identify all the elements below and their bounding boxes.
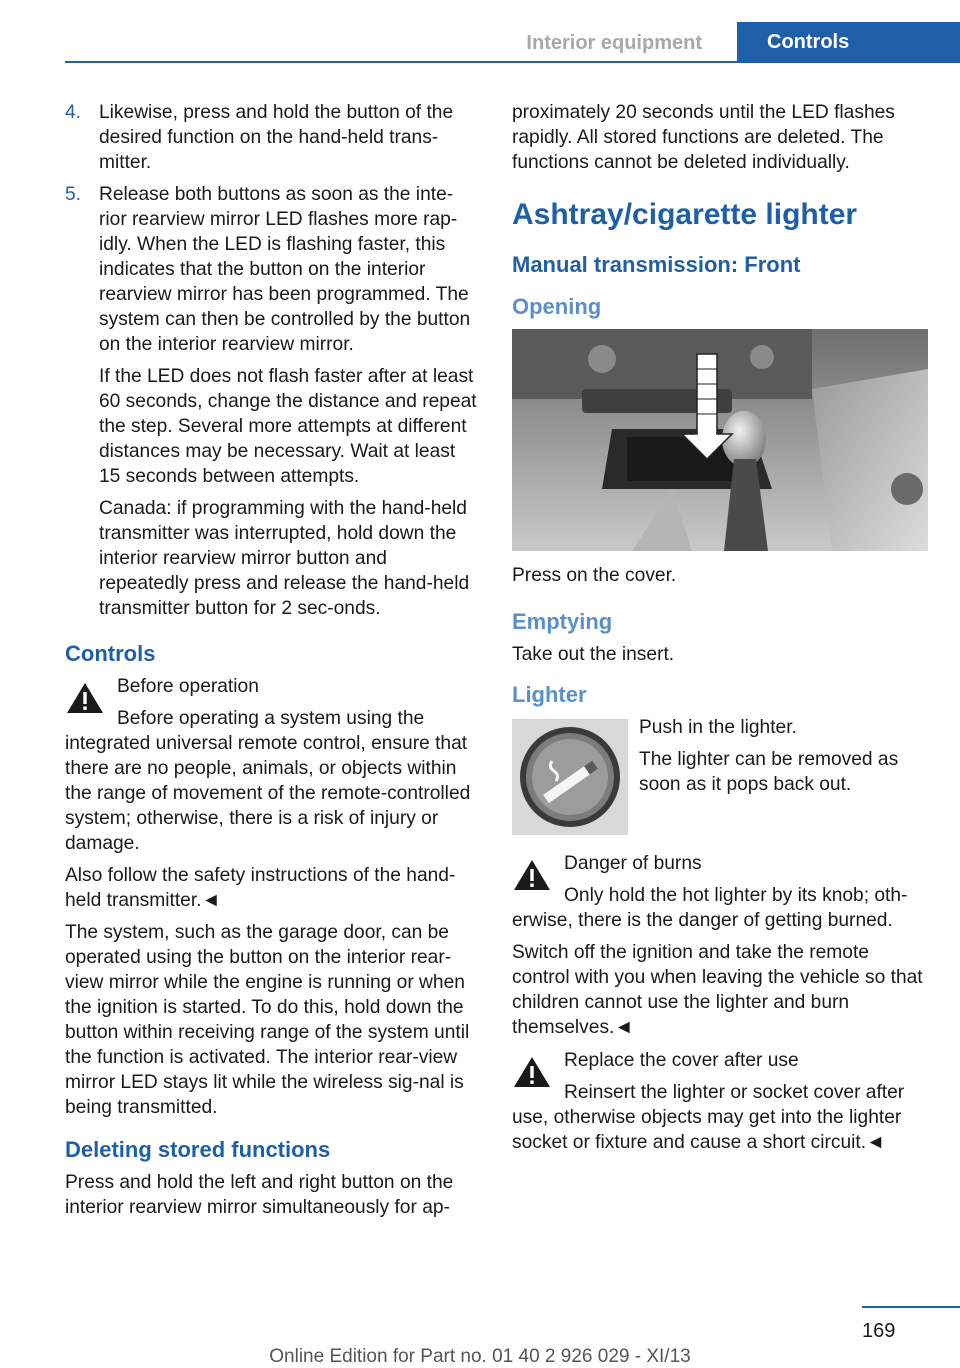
step-4 <box>65 100 480 175</box>
opening-caption: Press on the cover. <box>512 565 677 586</box>
continued-text: proximately 20 seconds until the LED flashes rapidly. All stored functions are deleted. The functions cannot be deleted individually. <box>512 102 895 173</box>
opening-heading: Opening <box>512 294 602 319</box>
step-text: Likewise, press and hold the button of the desired function on the hand-held trans-mitter. <box>99 102 454 173</box>
cigarette-lighter-icon <box>512 719 628 835</box>
page-footer <box>0 1306 960 1367</box>
emptying-heading: Emptying <box>512 609 613 634</box>
edition-line: Online Edition for Part no. 01 40 2 926 029 - XI/13 <box>269 1346 691 1367</box>
step-number: 4. <box>65 102 82 123</box>
warning-before-operation <box>65 674 480 856</box>
header-rule <box>65 61 960 63</box>
manual-transmission-heading: Manual transmission: Front <box>512 252 801 277</box>
warning-title: Before operation <box>117 676 259 697</box>
warning-text: Only hold the hot lighter by its knob; oth-erwise, there is the danger of getting burned. <box>512 885 908 931</box>
ashtray-photo <box>512 329 928 551</box>
emptying-text: Take out the insert. <box>512 644 675 665</box>
lighter-text-2: The lighter can be removed as soon as it pops back out. <box>639 749 899 795</box>
warning-title: Danger of burns <box>564 853 702 874</box>
warning-text: Reinsert the lighter or socket cover after use, otherwise objects may get into the lighter socket or fixture and cause a short circuit.◄ <box>512 1082 905 1153</box>
lighter-text-1: Push in the lighter. <box>639 717 797 738</box>
step-note: If the LED does not flash faster after at least 60 seconds, change the distance and repeat the step. Several more attempts at different distances may be necessary. Wait at least 15 seconds between attempts. <box>99 366 477 487</box>
left-column <box>65 100 480 1227</box>
page-header <box>0 0 960 62</box>
deleting-heading: Deleting stored functions <box>65 1137 331 1162</box>
switch-off-text: Switch off the ignition and take the remote control with you when leaving the vehicle so that children cannot use the lighter and burn themselves.◄ <box>512 942 923 1038</box>
step-text: Release both buttons as soon as the inte-rior rearview mirror LED flashes more rap-idly. When the LED is flashing faster, this indicates that the button on the interior rearview mirror has been programmed. The system can then be controlled by the button on the interior rearview mirror. <box>99 184 471 355</box>
system-description: The system, such as the garage door, can be operated using the button on the interior rear-view mirror while the engine is running or when the ignition is started. To do this, hold down the button within receiving range of the system until the function is activated. The interior rear-view mirror LED stays lit while the wireless sig-nal is being transmitted. <box>65 922 470 1118</box>
section-tab-controls: Controls <box>737 22 960 62</box>
warning-triangle-icon <box>512 1054 552 1090</box>
warning-danger-of-burns <box>512 851 928 933</box>
warning-triangle-icon <box>65 680 105 716</box>
step-note: Canada: if programming with the hand-held transmitter was interrupted, hold down the interior rearview mirror button and repeatedly press and release the hand-held transmitter button for 2 sec-onds. <box>99 498 470 619</box>
footer-rule <box>862 1306 960 1308</box>
warning-followup: Also follow the safety instructions of the hand-held transmitter.◄ <box>65 865 456 911</box>
step-number: 5. <box>65 184 82 205</box>
deleting-text: Press and hold the left and right button on the interior rearview mirror simultaneously for ap- <box>65 1172 454 1218</box>
step-5 <box>65 182 480 621</box>
page-number: 169 <box>862 1320 896 1342</box>
section-tab-interior-equipment: Interior equipment <box>526 32 702 54</box>
lighter-heading: Lighter <box>512 682 587 707</box>
ashtray-heading: Ashtray/cigarette lighter <box>512 198 858 231</box>
warning-replace-cover <box>512 1048 928 1155</box>
warning-triangle-icon <box>512 857 552 893</box>
right-column <box>512 100 928 1162</box>
warning-title: Replace the cover after use <box>564 1050 799 1071</box>
controls-heading: Controls <box>65 641 156 666</box>
warning-text: Before operating a system using the integrated universal remote control, ensure that there are no people, animals, or objects within the range of movement of the remote-controlled system; otherwise, there is a risk of injury or damage. <box>65 708 471 854</box>
lighter-block <box>512 715 928 843</box>
